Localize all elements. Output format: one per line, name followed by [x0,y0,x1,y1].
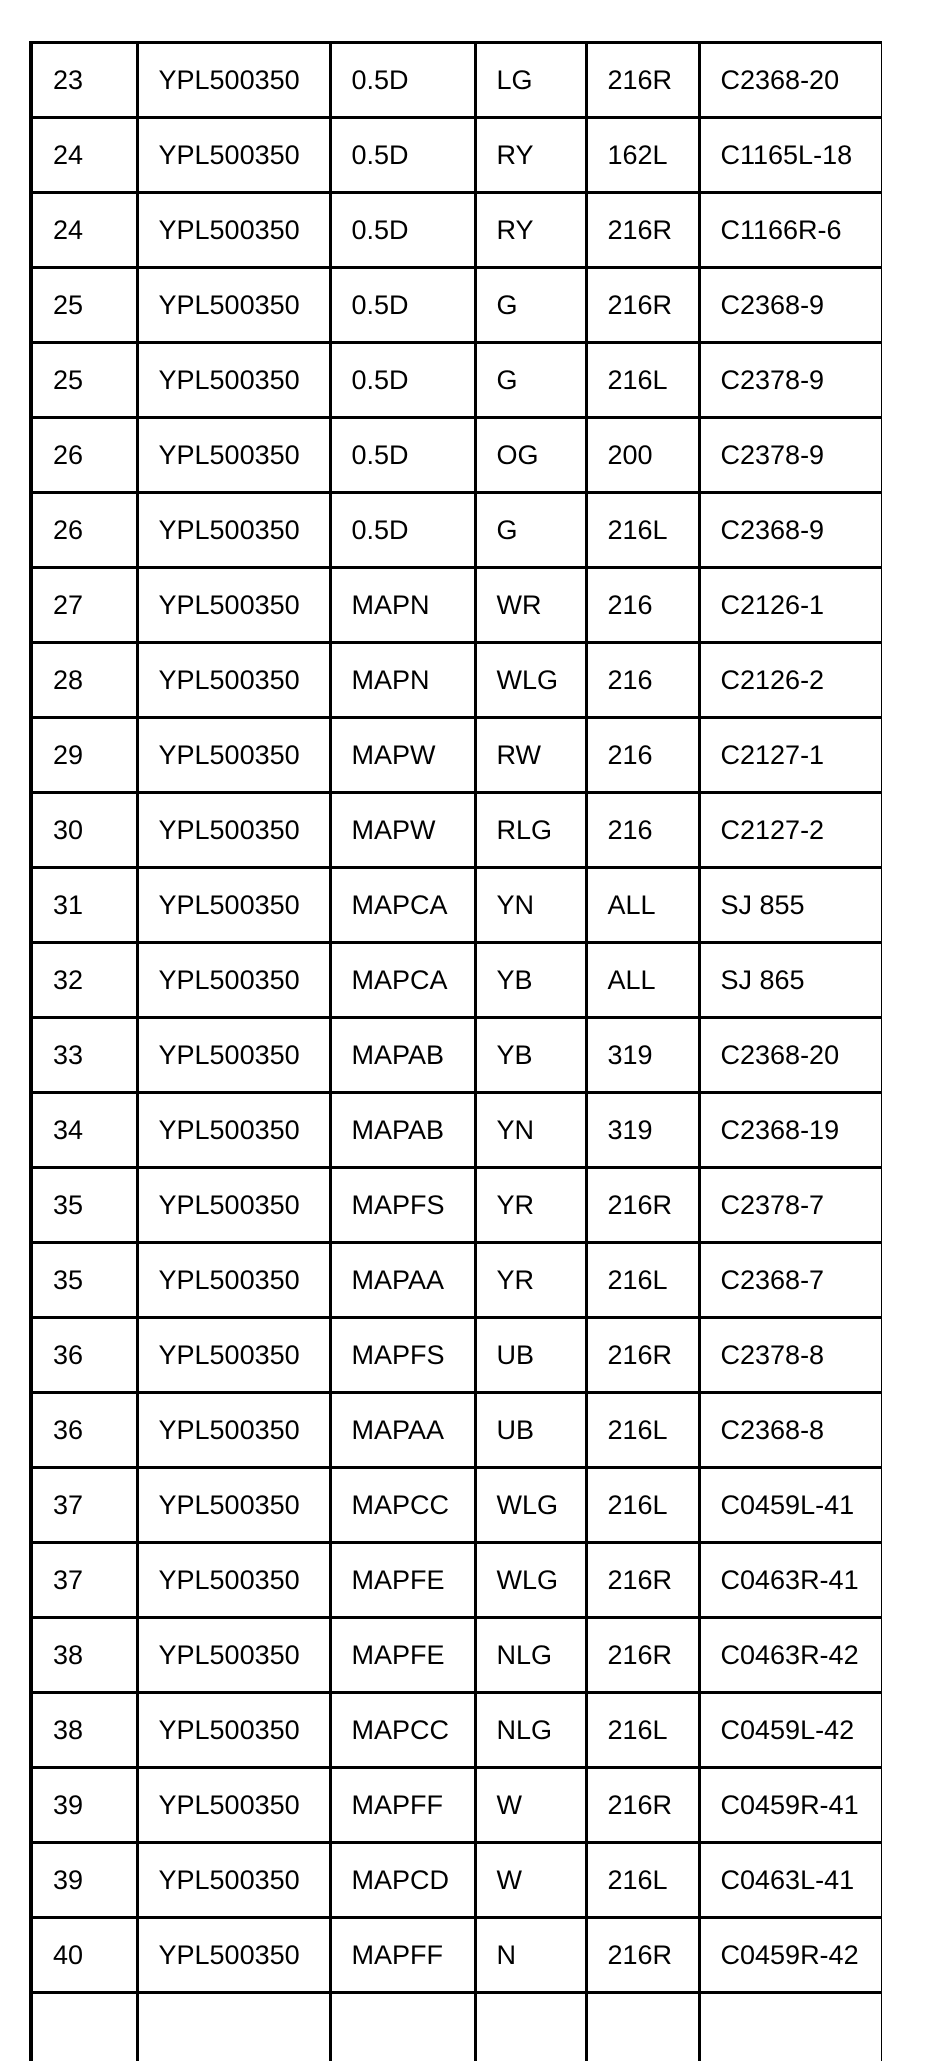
table-row [31,568,882,643]
part-number-cell: YPL500350 [137,718,330,793]
table-row [31,868,882,943]
row-number-cell: 33 [31,1018,137,1093]
size-cell: ALL [586,868,699,943]
part-number-cell: YPL500350 [137,418,330,493]
connector-cell: C2378-8 [699,1318,882,1393]
size-cell: 216L [586,493,699,568]
size-cell: 216R [586,43,699,118]
table-row-continued [31,1993,882,2061]
connector-cell: C0459L-42 [699,1693,882,1768]
code-cell: 0.5D [330,193,475,268]
code-cell: MAPFF [330,1918,475,1993]
connector-cell: C0459R-42 [699,1918,882,1993]
size-cell: 319 [586,1018,699,1093]
part-number-cell: YPL500350 [137,1543,330,1618]
size-cell: 216L [586,1468,699,1543]
connector-cell: C1165L-18 [699,118,882,193]
row-number-cell: 24 [31,118,137,193]
color-cell: WLG [475,1468,586,1543]
code-cell: MAPCD [330,1843,475,1918]
row-number-cell: 36 [31,1318,137,1393]
part-number-cell: YPL500350 [137,1093,330,1168]
connector-cell: SJ 855 [699,868,882,943]
color-cell: RY [475,118,586,193]
row-number-cell: 37 [31,1543,137,1618]
row-number-cell: 25 [31,343,137,418]
connector-cell: C2378-9 [699,418,882,493]
table-row [31,1918,882,1993]
connector-cell: C2127-1 [699,718,882,793]
row-number-cell: 37 [31,1468,137,1543]
color-cell: G [475,268,586,343]
code-cell: MAPN [330,643,475,718]
empty-cell [586,1993,699,2061]
table-row [31,1693,882,1768]
row-number-cell: 27 [31,568,137,643]
row-number-cell: 32 [31,943,137,1018]
part-number-cell: YPL500350 [137,193,330,268]
color-cell: YN [475,868,586,943]
color-cell: YB [475,943,586,1018]
size-cell: 216R [586,1918,699,1993]
part-number-cell: YPL500350 [137,1243,330,1318]
size-cell: 216 [586,718,699,793]
part-number-cell: YPL500350 [137,1318,330,1393]
color-cell: W [475,1843,586,1918]
size-cell: 216L [586,1393,699,1468]
table-row [31,1393,882,1468]
row-number-cell: 34 [31,1093,137,1168]
row-number-cell: 26 [31,493,137,568]
color-cell: WLG [475,643,586,718]
connector-cell: C0463R-41 [699,1543,882,1618]
color-cell: G [475,343,586,418]
code-cell: MAPFE [330,1618,475,1693]
code-cell: MAPFF [330,1768,475,1843]
empty-cell [137,1993,330,2061]
code-cell: 0.5D [330,118,475,193]
color-cell: W [475,1768,586,1843]
color-cell: YR [475,1168,586,1243]
part-number-cell: YPL500350 [137,1168,330,1243]
row-number-cell: 38 [31,1693,137,1768]
table-row [31,1243,882,1318]
connector-cell: C2378-9 [699,343,882,418]
part-number-cell: YPL500350 [137,1468,330,1543]
row-number-cell: 35 [31,1168,137,1243]
size-cell: 216R [586,1618,699,1693]
color-cell: WLG [475,1543,586,1618]
size-cell: 216 [586,643,699,718]
table-row [31,343,882,418]
row-number-cell: 31 [31,868,137,943]
part-number-cell: YPL500350 [137,793,330,868]
table-row [31,1018,882,1093]
table-row [31,193,882,268]
part-number-cell: YPL500350 [137,1918,330,1993]
code-cell: MAPAA [330,1393,475,1468]
code-cell: MAPAB [330,1093,475,1168]
connector-cell: C1166R-6 [699,193,882,268]
size-cell: 200 [586,418,699,493]
part-number-cell: YPL500350 [137,1693,330,1768]
table-row [31,1093,882,1168]
size-cell: 216R [586,1543,699,1618]
part-number-cell: YPL500350 [137,568,330,643]
row-number-cell: 24 [31,193,137,268]
size-cell: 216L [586,1243,699,1318]
connector-cell: SJ 865 [699,943,882,1018]
row-number-cell: 35 [31,1243,137,1318]
part-number-cell: YPL500350 [137,1618,330,1693]
color-cell: UB [475,1393,586,1468]
row-number-cell: 26 [31,418,137,493]
color-cell: UB [475,1318,586,1393]
table-row [31,718,882,793]
code-cell: MAPW [330,793,475,868]
connector-cell: C0459L-41 [699,1468,882,1543]
code-cell: MAPFE [330,1543,475,1618]
size-cell: 216L [586,1693,699,1768]
empty-cell [31,1993,137,2061]
part-number-cell: YPL500350 [137,1018,330,1093]
size-cell: 319 [586,1093,699,1168]
row-number-cell: 36 [31,1393,137,1468]
connector-cell: C2126-1 [699,568,882,643]
color-cell: RY [475,193,586,268]
part-number-cell: YPL500350 [137,643,330,718]
code-cell: 0.5D [330,268,475,343]
table-row [31,43,882,118]
table-row [31,1843,882,1918]
code-cell: 0.5D [330,418,475,493]
wiring-table [29,41,882,2061]
table-row [31,943,882,1018]
part-number-cell: YPL500350 [137,268,330,343]
connector-cell: C2368-19 [699,1093,882,1168]
connector-cell: C2368-20 [699,1018,882,1093]
table-row [31,1168,882,1243]
row-number-cell: 30 [31,793,137,868]
color-cell: WR [475,568,586,643]
color-cell: G [475,493,586,568]
part-number-cell: YPL500350 [137,493,330,568]
color-cell: RW [475,718,586,793]
connector-cell: C0463R-42 [699,1618,882,1693]
table-row [31,793,882,868]
code-cell: MAPN [330,568,475,643]
color-cell: OG [475,418,586,493]
color-cell: RLG [475,793,586,868]
size-cell: 216R [586,193,699,268]
row-number-cell: 39 [31,1768,137,1843]
size-cell: 216R [586,1318,699,1393]
connector-cell: C0463L-41 [699,1843,882,1918]
size-cell: 216 [586,568,699,643]
color-cell: NLG [475,1618,586,1693]
table-row [31,1543,882,1618]
table-row [31,1618,882,1693]
part-number-cell: YPL500350 [137,943,330,1018]
part-number-cell: YPL500350 [137,1768,330,1843]
row-number-cell: 28 [31,643,137,718]
code-cell: MAPW [330,718,475,793]
connector-cell: C2368-9 [699,268,882,343]
connector-cell: C0459R-41 [699,1768,882,1843]
color-cell: YR [475,1243,586,1318]
color-cell: NLG [475,1693,586,1768]
size-cell: 216R [586,1768,699,1843]
size-cell: 216R [586,1168,699,1243]
code-cell: MAPCC [330,1468,475,1543]
row-number-cell: 29 [31,718,137,793]
code-cell: 0.5D [330,43,475,118]
empty-cell [330,1993,475,2061]
code-cell: 0.5D [330,493,475,568]
row-number-cell: 38 [31,1618,137,1693]
color-cell: YN [475,1093,586,1168]
table-row [31,418,882,493]
connector-cell: C2126-2 [699,643,882,718]
size-cell: 216L [586,343,699,418]
code-cell: MAPAB [330,1018,475,1093]
code-cell: 0.5D [330,343,475,418]
code-cell: MAPFS [330,1168,475,1243]
size-cell: ALL [586,943,699,1018]
code-cell: MAPFS [330,1318,475,1393]
table-row [31,493,882,568]
size-cell: 162L [586,118,699,193]
table-row [31,1318,882,1393]
color-cell: LG [475,43,586,118]
part-number-cell: YPL500350 [137,118,330,193]
part-number-cell: YPL500350 [137,43,330,118]
row-number-cell: 40 [31,1918,137,1993]
size-cell: 216 [586,793,699,868]
code-cell: MAPCA [330,868,475,943]
color-cell: YB [475,1018,586,1093]
color-cell: N [475,1918,586,1993]
table-row [31,268,882,343]
row-number-cell: 23 [31,43,137,118]
connector-cell: C2368-20 [699,43,882,118]
connector-cell: C2378-7 [699,1168,882,1243]
part-number-cell: YPL500350 [137,343,330,418]
connector-cell: C2368-8 [699,1393,882,1468]
row-number-cell: 39 [31,1843,137,1918]
empty-cell [699,1993,882,2061]
row-number-cell: 25 [31,268,137,343]
table-row [31,1468,882,1543]
size-cell: 216L [586,1843,699,1918]
table-row [31,1768,882,1843]
connector-cell: C2368-7 [699,1243,882,1318]
document-page [29,41,882,2061]
part-number-cell: YPL500350 [137,868,330,943]
part-number-cell: YPL500350 [137,1393,330,1468]
size-cell: 216R [586,268,699,343]
table-row [31,118,882,193]
table-row [31,643,882,718]
connector-cell: C2127-2 [699,793,882,868]
code-cell: MAPCA [330,943,475,1018]
code-cell: MAPAA [330,1243,475,1318]
empty-cell [475,1993,586,2061]
part-number-cell: YPL500350 [137,1843,330,1918]
code-cell: MAPCC [330,1693,475,1768]
connector-cell: C2368-9 [699,493,882,568]
